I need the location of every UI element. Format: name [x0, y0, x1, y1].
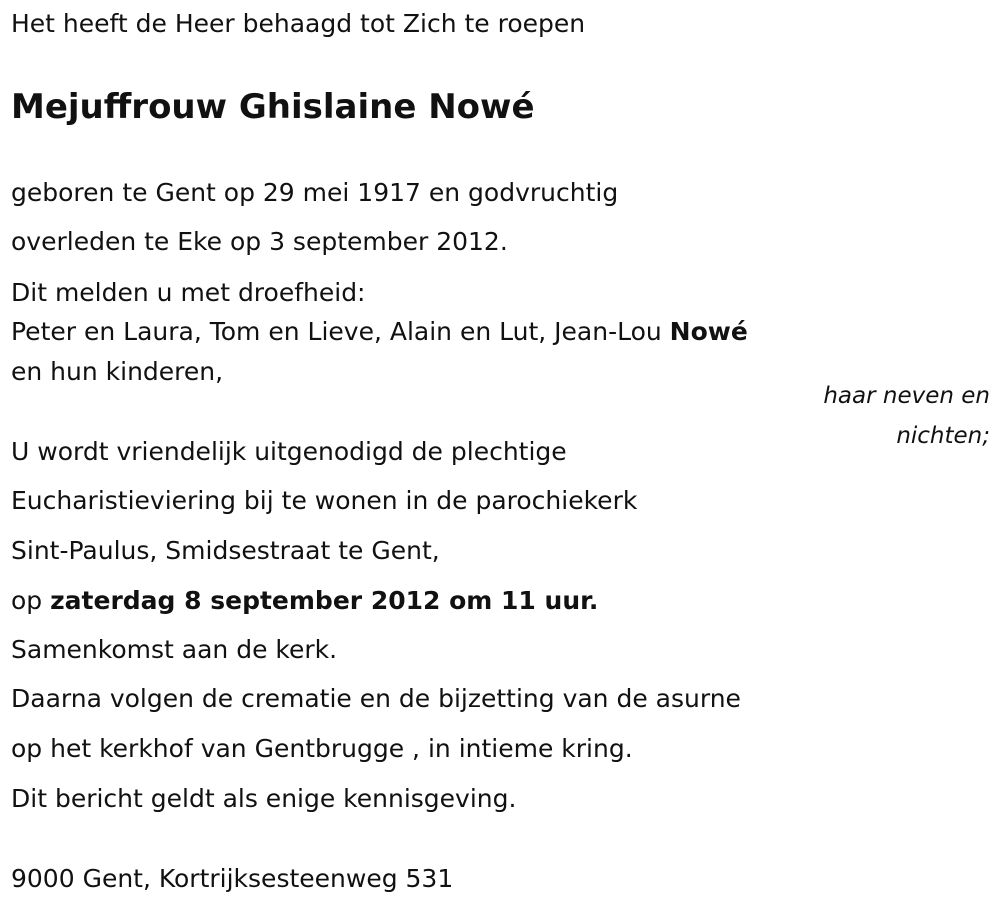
intro-text: Het heeft de Heer behaagd tot Zich te roepen — [11, 9, 586, 38]
gathering-text: Samenkomst aan de kerk. — [11, 635, 338, 664]
announce-text: Dit melden u met droefheid: — [11, 278, 366, 307]
address-text: 9000 Gent, Kortrijksesteenweg 531 — [11, 864, 454, 893]
invitation-line3: Sint-Paulus, Smidsestraat te Gent, — [11, 536, 440, 565]
date-prefix: op — [11, 586, 51, 615]
birth-text: geboren te Gent op 29 mei 1917 en godvruchtig — [11, 178, 619, 207]
notice-text: Dit bericht geldt als enige kennisgeving. — [11, 784, 517, 813]
side-note-line1: haar neven en — [823, 383, 990, 409]
family-names-line — [11, 317, 748, 347]
deceased-name: Mejuffrouw Ghislaine Nowé — [11, 87, 535, 127]
cremation-line1: Daarna volgen de crematie en de bijzetting van de asurne — [11, 684, 741, 713]
side-note-line2: nichten; — [896, 423, 990, 449]
ceremony-date: zaterdag 8 september 2012 om 11 uur. — [50, 586, 599, 615]
ceremony-date-line — [11, 586, 598, 616]
death-text: overleden te Eke op 3 september 2012. — [11, 227, 508, 256]
invitation-line2: Eucharistieviering bij te wonen in de parochiekerk — [11, 486, 638, 515]
family-names: Peter en Laura, Tom en Lieve, Alain en Lut, Jean-Lou — [11, 317, 670, 346]
family-children: en hun kinderen, — [11, 357, 224, 386]
invitation-line1: U wordt vriendelijk uitgenodigd de plechtige — [11, 437, 567, 466]
family-surname: Nowé — [669, 317, 748, 346]
cremation-line2: op het kerkhof van Gentbrugge , in intieme kring. — [11, 734, 633, 763]
